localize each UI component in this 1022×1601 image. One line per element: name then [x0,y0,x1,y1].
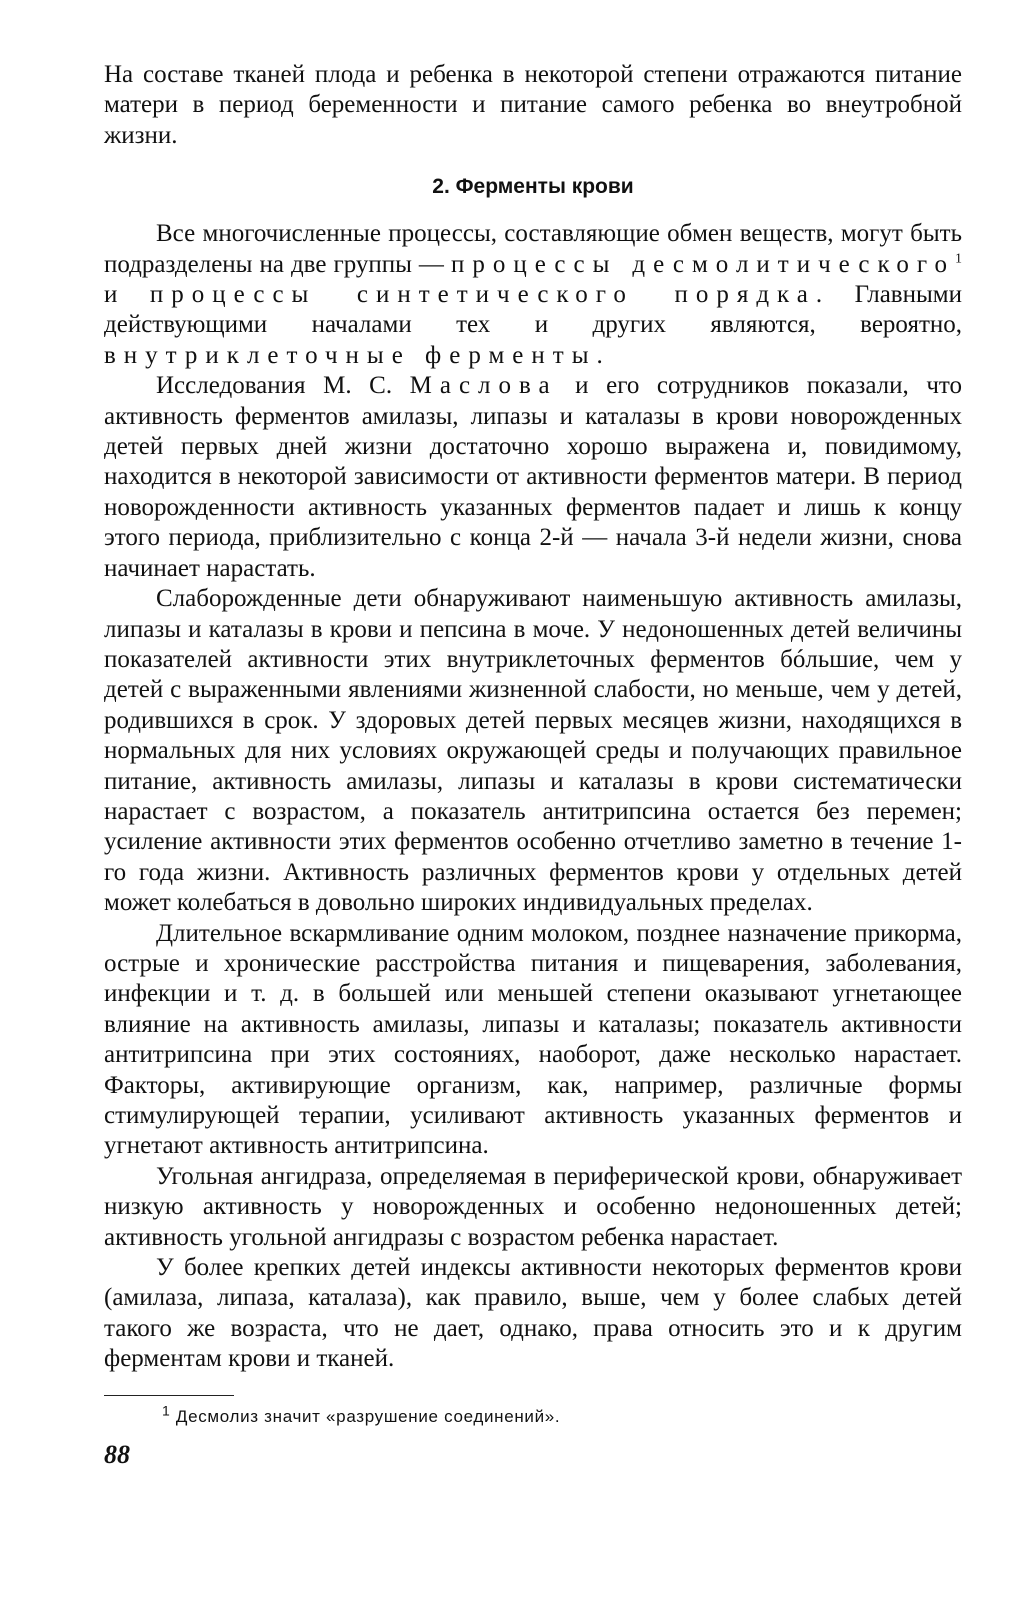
footnote-divider [104,1395,234,1396]
paragraph-milk-feeding: Длительное вскармливание одним молоком, позднее назначение прикорма, острые и хронические расстройства питания и пищеварения, заболевания, инфекции и т. д. в большей или меньшей степени оказывают угнетающее влияние на активность амилазы, липазы и каталазы; показатель активности антитрипсина при этих состояниях, наоборот, даже несколько нарастает. Факторы, активирующие организм, как, например, различные формы стимулирующей терапии, усиливают активность указанных ферментов и угнетают активность антитрипсина. [104,919,962,1160]
footnote-ref: 1 [955,251,963,267]
p1-text-a: Все многочисленные процессы, составляющие обмен веществ, могут быть подразделены на две группы — [104,220,962,278]
footnote-mark: 1 [162,1402,171,1418]
p1-spaced-desmolytic: процессы десмолитического [450,250,956,278]
section-heading: 2. Ферменты крови [432,175,634,199]
footnote-text: Десмолиз значит «разрушение соединений». [170,1406,561,1426]
paragraph-maslov [104,371,962,584]
p1-text-c: и [104,281,150,309]
page-body [104,60,962,1430]
p1-text-g: . [596,341,603,369]
paragraph-desmolytic [104,219,962,371]
page-number: 88 [104,1440,130,1469]
paragraph-carbonic-anhydrase: Угольная ангидраза, определяемая в периферической крови, обнаруживает низкую активность у новорожденных и особенно недоношенных детей; активность угольной ангидразы с возрастом ребенка нарастает. [104,1162,962,1251]
paragraph-strong-children: У более крепких детей индексы активности некоторых ферментов крови (амилаза, липаза, каталаза), как правило, выше, чем у более слабых детей такого же возраста, что не дает, однако, права относить это и к другим ферментам крови и тканей. [104,1254,962,1373]
p2-text-c: и его сотрудников показали, что активность ферментов амилазы, липазы и каталазы в крови новорожденных детей первых дней жизни достаточно хорошо выражена и, повидимому, находится в некоторой зависимости от активности ферментов матери. В период новорожденности активность указанных ферментов падает и лишь к концу этого периода, приблизительно с конца 2-й — начала 3-й недели жизни, снова начинает нарастать. [104,372,962,582]
p2-text-a: Исследования М. С. [156,372,410,400]
footnote [162,1404,962,1430]
p1-spaced-enzymes: внутриклеточные ферменты [104,341,597,369]
p2-spaced-maslov: Маслова [409,372,558,400]
intro-paragraph: На составе тканей плода и ребенка в некоторой степени отражаются питание матери в период беременности и питание самого ребенка во внеутробной жизни. [104,61,962,149]
p1-text-e: . Главными действующими началами тех и других являются, вероятно, [104,281,962,339]
p1-spaced-synthetic: процессы синтетического порядка [149,281,816,309]
paragraph-weak-newborns: Слаборожденные дети обнаруживают наименьшую активность амилазы, липазы и каталазы в крови и пепсина в моче. У недоношенных детей величины показателей активности этих внутриклеточных ферментов бóльшие, чем у детей с выраженными явлениями жизненной слабости, но меньше, чем у детей, родившихся в срок. У здоровых детей первых месяцев жизни, находящихся в нормальных для них условиях окружающей среды и получающих правильное питание, активность амилазы, липазы и каталазы в крови систематически нарастает с возрастом, а показатель антитрипсина остается без перемен; усиление активности этих ферментов особенно отчетливо заметно в течение 1-го года жизни. Активность различных ферментов крови у отдельных детей может колебаться в довольно широких индивидуальных пределах. [104,585,962,917]
